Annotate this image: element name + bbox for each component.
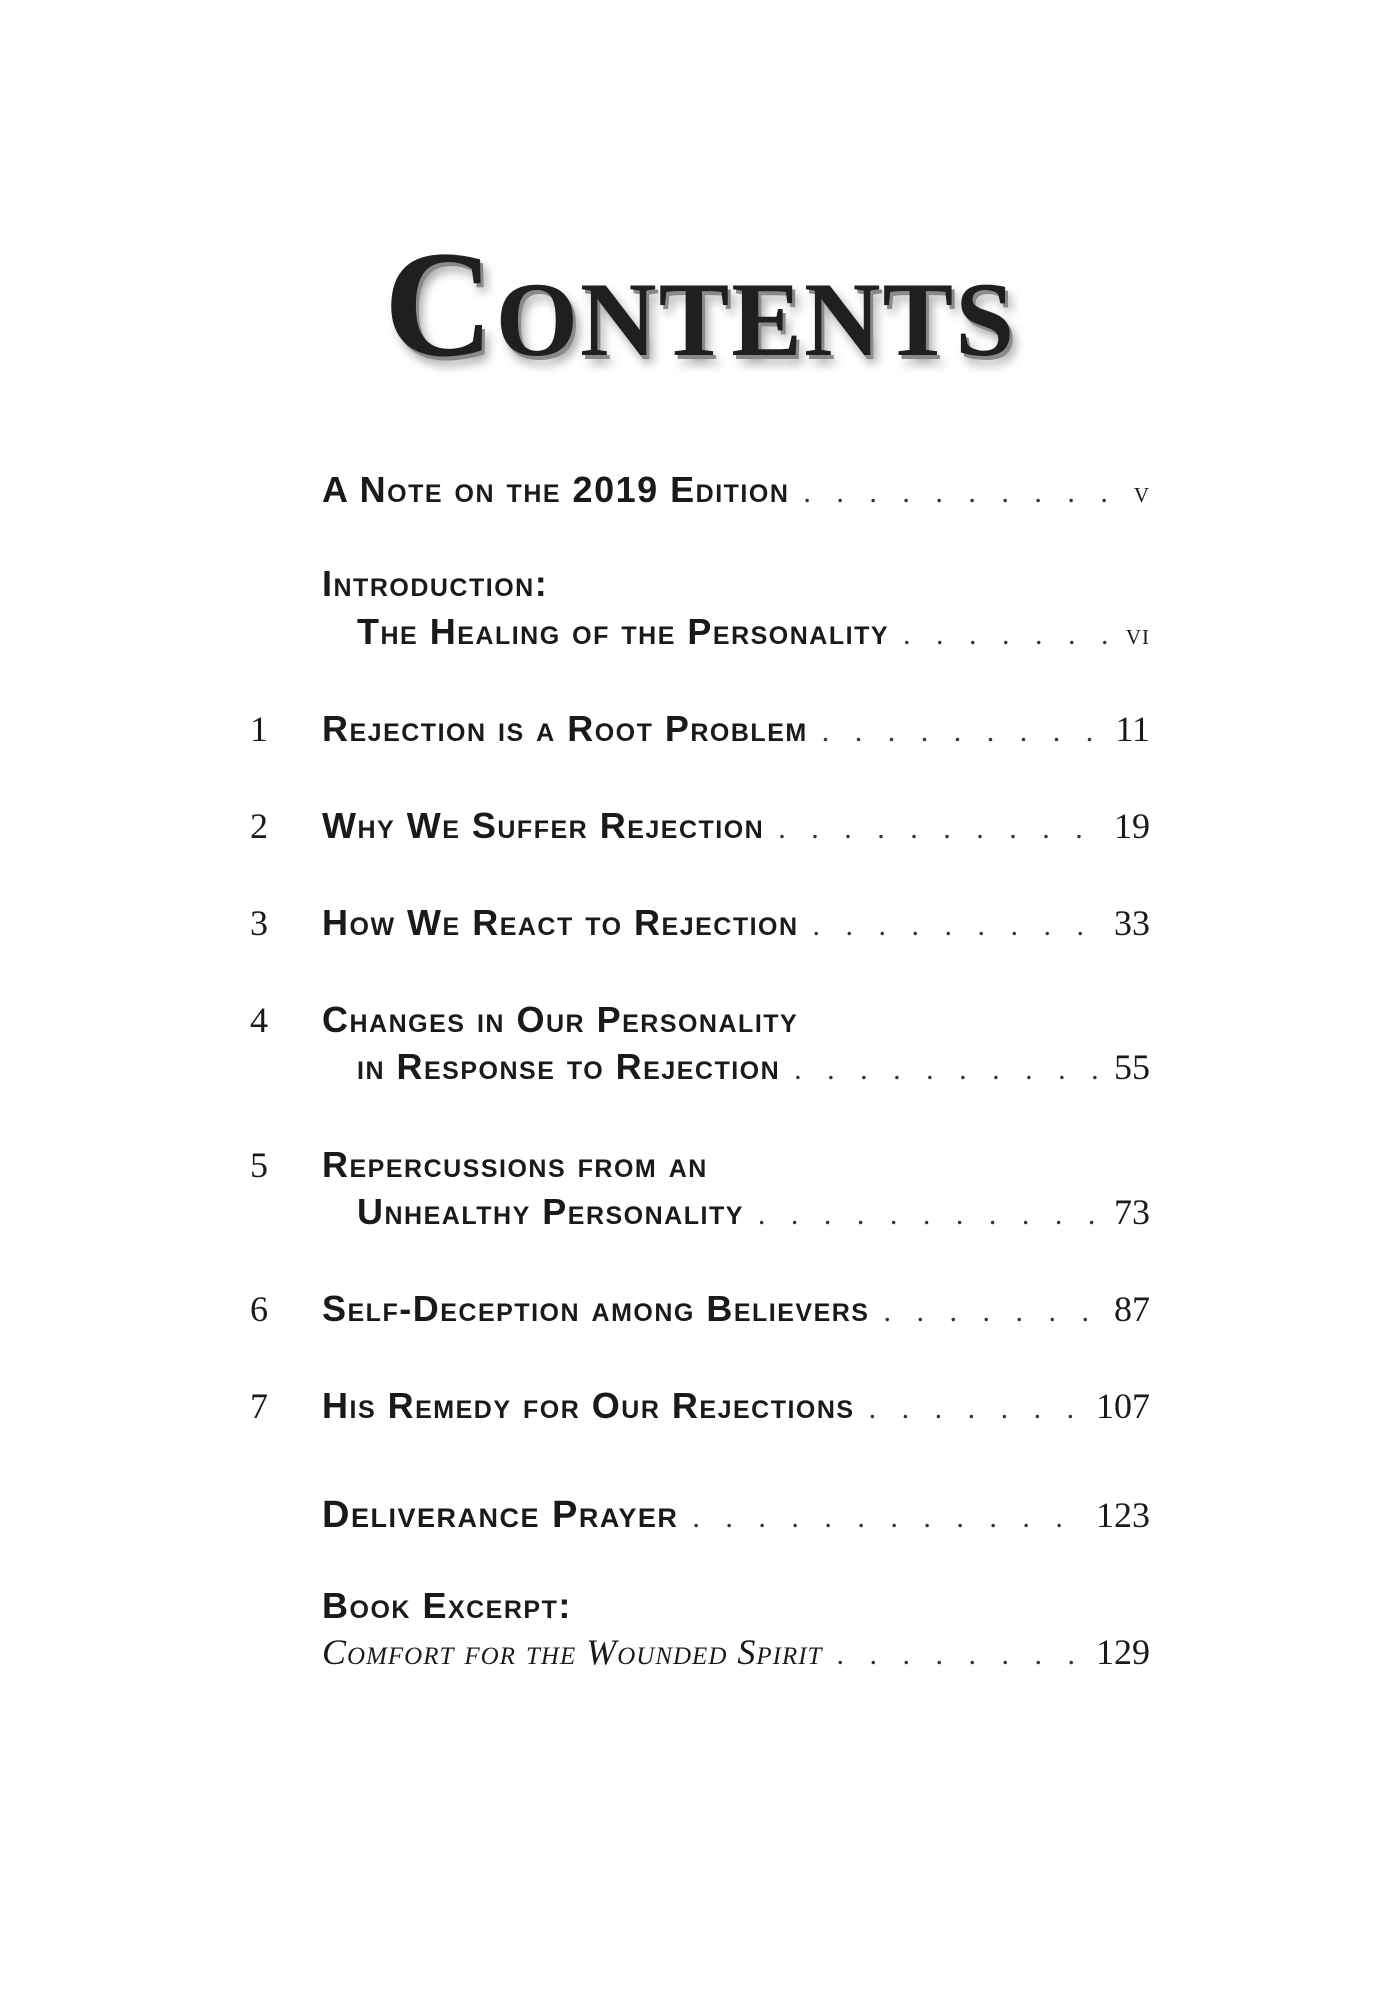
toc-entry-chapter-6[interactable]: [250, 1288, 1150, 1341]
toc-page-number: v: [1133, 476, 1150, 509]
toc-page-number: 87: [1114, 1289, 1150, 1329]
toc-entry-title: Rejection is a Root Problem: [322, 708, 808, 749]
toc-entry-subtitle: The Healing of the Personality: [357, 611, 890, 652]
dot-leader: [803, 478, 1123, 508]
dot-leader: [778, 814, 1104, 844]
toc-page-number: 73: [1114, 1192, 1150, 1232]
chapter-number: 6: [250, 1289, 268, 1329]
dot-leader: [836, 1640, 1086, 1670]
toc-entry-note[interactable]: [250, 469, 1150, 522]
toc-entry-title: Introduction:: [322, 563, 549, 604]
toc-entry-title: Why We Suffer Rejection: [322, 805, 765, 846]
chapter-number: 2: [250, 806, 268, 846]
toc-entry-chapter-7[interactable]: [250, 1385, 1150, 1438]
toc-page-number: 11: [1115, 709, 1150, 749]
dot-leader: [903, 620, 1116, 650]
dot-leader: [813, 911, 1104, 941]
toc-entry-title: Self-Deception among Believers: [322, 1288, 870, 1329]
toc-page-number: 123: [1096, 1495, 1150, 1535]
dot-leader: [822, 717, 1106, 747]
dot-leader: [692, 1503, 1086, 1533]
dot-leader: [794, 1055, 1104, 1085]
dot-leader: [883, 1297, 1104, 1327]
chapter-number: 1: [250, 709, 268, 749]
toc-entry-title: Book Excerpt:: [322, 1585, 572, 1626]
toc-entry-title: Changes in Our Personality: [322, 999, 799, 1040]
page-title: Contents: [383, 220, 1017, 388]
toc-entry-book-excerpt[interactable]: [250, 1585, 1150, 1688]
toc-page-number: 33: [1114, 903, 1150, 943]
toc-entry-title: How We React to Rejection: [322, 902, 799, 943]
toc-entry-title: A Note on the 2019 Edition: [322, 469, 790, 510]
toc-page-number: vi: [1125, 618, 1150, 651]
toc-page-number: 107: [1096, 1386, 1150, 1426]
dot-leader: [869, 1394, 1086, 1424]
toc-entry-chapter-1[interactable]: [250, 708, 1150, 761]
toc-entry-book-title: Comfort for the Wounded Spirit: [322, 1632, 823, 1672]
chapter-number: 7: [250, 1386, 268, 1426]
dot-leader: [758, 1200, 1104, 1230]
toc-entry-introduction[interactable]: [250, 563, 1150, 666]
chapter-number: 3: [250, 903, 268, 943]
toc-entry-deliverance-prayer[interactable]: [250, 1496, 1150, 1551]
toc-entry-title-continued: Unhealthy Personality: [357, 1191, 744, 1232]
chapter-number: 5: [250, 1145, 268, 1185]
toc-entry-chapter-2[interactable]: [250, 805, 1150, 858]
chapter-number: 4: [250, 1000, 268, 1040]
toc-entry-chapter-3[interactable]: [250, 902, 1150, 955]
toc-entry-title: His Remedy for Our Rejections: [322, 1385, 855, 1426]
toc-entry-title-continued: in Response to Rejection: [357, 1046, 781, 1087]
toc-page-number: 19: [1114, 806, 1150, 846]
toc-page-number: 55: [1114, 1047, 1150, 1087]
toc-entry-title: Repercussions from an: [322, 1144, 708, 1185]
toc-entry-chapter-5[interactable]: [250, 1144, 1150, 1247]
toc-entry-chapter-4[interactable]: [250, 999, 1150, 1102]
toc-page-number: 129: [1096, 1632, 1150, 1672]
toc-entry-title: Deliverance Prayer: [322, 1494, 679, 1536]
